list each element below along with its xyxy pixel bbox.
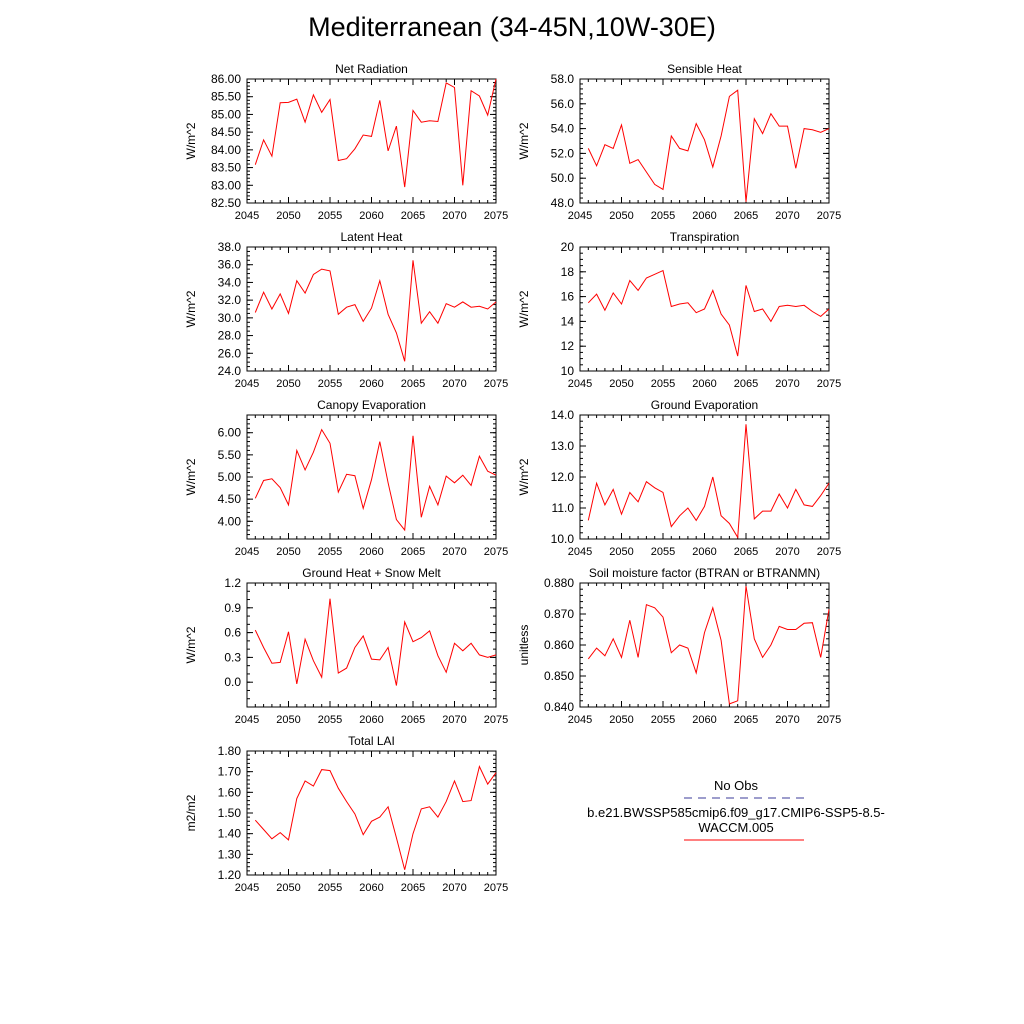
x-tick-label: 2050 bbox=[609, 546, 634, 558]
panel-title: Soil moisture factor (BTRAN or BTRANMN) bbox=[588, 566, 821, 580]
x-tick-label: 2060 bbox=[359, 210, 384, 222]
panel-title: Ground Evaporation bbox=[650, 398, 759, 412]
y-tick-label: 56.0 bbox=[550, 96, 574, 111]
panel-title: Ground Heat + Snow Melt bbox=[302, 566, 441, 580]
x-tick-label: 2065 bbox=[400, 546, 426, 558]
x-tick-label: 2070 bbox=[775, 546, 800, 558]
x-tick-label: 2045 bbox=[567, 378, 593, 390]
y-tick-label: 32.0 bbox=[217, 293, 241, 308]
y-axis-label: W/m^2 bbox=[184, 458, 198, 496]
y-tick-label: 30.0 bbox=[217, 310, 241, 325]
plot-frame bbox=[247, 751, 496, 875]
y-axis-label: m2/m2 bbox=[184, 794, 198, 832]
y-tick-label: 5.50 bbox=[217, 447, 241, 462]
x-tick-label: 2060 bbox=[359, 546, 384, 558]
x-tick-label: 2045 bbox=[234, 714, 260, 726]
series-line bbox=[255, 260, 496, 361]
y-tick-label: 0.0 bbox=[224, 675, 241, 690]
x-tick-label: 2055 bbox=[317, 714, 343, 726]
y-tick-label: 16 bbox=[560, 289, 574, 304]
y-tick-label: 1.60 bbox=[217, 785, 241, 800]
y-axis-label: W/m^2 bbox=[517, 122, 531, 160]
y-tick-label: 14 bbox=[560, 314, 574, 329]
y-tick-label: 13.0 bbox=[550, 439, 574, 453]
y-tick-label: 20 bbox=[560, 240, 574, 254]
x-tick-label: 2055 bbox=[650, 714, 676, 726]
figure-title: Mediterranean (34-45N,10W-30E) bbox=[308, 12, 716, 42]
panel-5 bbox=[184, 398, 508, 558]
panel-title: Transpiration bbox=[669, 230, 740, 244]
x-tick-label: 2060 bbox=[359, 378, 384, 390]
y-tick-label: 1.50 bbox=[217, 806, 241, 820]
panel-title: Canopy Evaporation bbox=[317, 398, 426, 412]
y-tick-label: 86.00 bbox=[210, 72, 241, 86]
x-tick-label: 2050 bbox=[276, 882, 301, 894]
plot-frame bbox=[580, 415, 829, 539]
x-tick-label: 2070 bbox=[442, 546, 467, 558]
series-line bbox=[255, 599, 496, 686]
y-tick-label: 24.0 bbox=[217, 364, 241, 378]
x-tick-label: 2075 bbox=[816, 210, 842, 222]
x-tick-label: 2050 bbox=[276, 546, 301, 558]
legend-obs-label: No Obs bbox=[713, 778, 759, 793]
x-tick-label: 2060 bbox=[692, 714, 717, 726]
x-tick-label: 2060 bbox=[692, 546, 717, 558]
legend bbox=[560, 778, 912, 845]
y-tick-label: 52.0 bbox=[550, 146, 574, 161]
x-tick-label: 2070 bbox=[775, 714, 800, 726]
y-tick-label: 0.840 bbox=[543, 700, 574, 714]
y-tick-label: 18 bbox=[560, 264, 574, 279]
y-tick-label: 38.0 bbox=[217, 240, 241, 254]
x-tick-label: 2075 bbox=[816, 714, 842, 726]
y-tick-label: 12 bbox=[560, 339, 574, 354]
y-tick-label: 4.50 bbox=[217, 492, 241, 507]
series-line bbox=[588, 90, 829, 202]
series-line bbox=[255, 767, 496, 870]
panel-3 bbox=[184, 230, 508, 390]
y-tick-label: 85.50 bbox=[210, 89, 241, 104]
y-axis-label: W/m^2 bbox=[184, 290, 198, 328]
x-tick-label: 2045 bbox=[567, 546, 593, 558]
legend-model-line bbox=[560, 835, 912, 845]
y-tick-label: 1.20 bbox=[217, 868, 241, 882]
series-line bbox=[255, 430, 496, 530]
panel-6 bbox=[517, 398, 841, 558]
y-tick-label: 1.80 bbox=[217, 744, 241, 758]
y-tick-label: 0.3 bbox=[224, 650, 241, 665]
x-tick-label: 2055 bbox=[650, 210, 676, 222]
x-tick-label: 2070 bbox=[775, 210, 800, 222]
x-tick-label: 2055 bbox=[317, 210, 343, 222]
y-tick-label: 58.0 bbox=[550, 72, 574, 86]
x-tick-label: 2045 bbox=[234, 210, 260, 222]
x-tick-label: 2045 bbox=[234, 546, 260, 558]
y-tick-label: 14.0 bbox=[550, 408, 574, 422]
x-tick-label: 2055 bbox=[650, 546, 676, 558]
x-tick-label: 2050 bbox=[609, 378, 634, 390]
panel-7 bbox=[184, 566, 508, 726]
x-tick-label: 2065 bbox=[733, 378, 759, 390]
y-tick-label: 0.9 bbox=[224, 600, 241, 615]
y-tick-label: 10.0 bbox=[550, 532, 574, 546]
plot-frame bbox=[580, 583, 829, 707]
x-tick-label: 2055 bbox=[317, 546, 343, 558]
panel-9 bbox=[184, 734, 508, 894]
y-tick-label: 36.0 bbox=[217, 257, 241, 272]
plot-frame bbox=[247, 583, 496, 707]
x-tick-label: 2065 bbox=[733, 714, 759, 726]
legend-obs-line bbox=[560, 793, 912, 803]
y-axis-label: W/m^2 bbox=[184, 626, 198, 664]
x-tick-label: 2060 bbox=[692, 378, 717, 390]
x-tick-label: 2070 bbox=[442, 714, 467, 726]
panel-2 bbox=[517, 62, 841, 222]
x-tick-label: 2050 bbox=[276, 210, 301, 222]
y-tick-label: 34.0 bbox=[217, 275, 241, 290]
y-tick-label: 1.2 bbox=[224, 576, 241, 590]
x-tick-label: 2050 bbox=[609, 714, 634, 726]
y-tick-label: 50.0 bbox=[550, 171, 574, 186]
y-tick-label: 83.50 bbox=[210, 160, 241, 175]
x-tick-label: 2045 bbox=[234, 882, 260, 894]
y-tick-label: 1.70 bbox=[217, 764, 241, 779]
x-tick-label: 2045 bbox=[567, 714, 593, 726]
y-tick-label: 1.40 bbox=[217, 826, 241, 841]
y-tick-label: 82.50 bbox=[210, 196, 241, 210]
x-tick-label: 2070 bbox=[442, 210, 467, 222]
y-tick-label: 10 bbox=[560, 364, 574, 378]
x-tick-label: 2050 bbox=[276, 714, 301, 726]
y-tick-label: 0.870 bbox=[543, 607, 574, 621]
y-tick-label: 6.00 bbox=[217, 425, 241, 440]
panel-title: Total LAI bbox=[348, 734, 395, 748]
y-axis-label: unitless bbox=[517, 624, 531, 666]
panel-4 bbox=[517, 230, 841, 390]
x-tick-label: 2065 bbox=[400, 714, 426, 726]
y-tick-label: 11.0 bbox=[551, 501, 574, 515]
x-tick-label: 2065 bbox=[733, 210, 759, 222]
y-tick-label: 84.50 bbox=[210, 125, 241, 140]
panel-title: Latent Heat bbox=[340, 230, 403, 244]
x-tick-label: 2055 bbox=[650, 378, 676, 390]
y-tick-label: 84.00 bbox=[210, 142, 241, 157]
x-tick-label: 2070 bbox=[775, 378, 800, 390]
y-tick-label: 5.00 bbox=[217, 470, 241, 484]
x-tick-label: 2075 bbox=[816, 378, 842, 390]
y-tick-label: 0.880 bbox=[543, 576, 574, 590]
plot-frame bbox=[247, 415, 496, 539]
x-tick-label: 2055 bbox=[317, 378, 343, 390]
y-tick-label: 1.30 bbox=[217, 847, 241, 862]
series-line bbox=[588, 586, 829, 704]
y-tick-label: 0.850 bbox=[543, 669, 574, 683]
x-tick-label: 2065 bbox=[733, 546, 759, 558]
x-tick-label: 2075 bbox=[483, 378, 509, 390]
y-tick-label: 54.0 bbox=[550, 121, 574, 136]
y-tick-label: 4.00 bbox=[217, 514, 241, 529]
legend-model-label: b.e21.BWSSP585cmip6.f09_g17.CMIP6-SSP5-8.5-WACCM.005 bbox=[587, 805, 885, 835]
x-tick-label: 2075 bbox=[483, 210, 509, 222]
x-tick-label: 2065 bbox=[400, 882, 426, 894]
x-tick-label: 2045 bbox=[234, 378, 260, 390]
panel-title: Sensible Heat bbox=[667, 62, 742, 76]
y-tick-label: 26.0 bbox=[217, 346, 241, 361]
x-tick-label: 2075 bbox=[816, 546, 842, 558]
y-tick-label: 0.860 bbox=[543, 638, 574, 652]
x-tick-label: 2060 bbox=[359, 714, 384, 726]
x-tick-label: 2060 bbox=[692, 210, 717, 222]
x-tick-label: 2070 bbox=[442, 882, 467, 894]
x-tick-label: 2045 bbox=[567, 210, 593, 222]
panel-title: Net Radiation bbox=[335, 62, 408, 76]
x-tick-label: 2065 bbox=[400, 210, 426, 222]
y-tick-label: 83.00 bbox=[210, 178, 241, 193]
x-tick-label: 2075 bbox=[483, 714, 509, 726]
series-line bbox=[588, 271, 829, 357]
y-axis-label: W/m^2 bbox=[517, 458, 531, 496]
y-axis-label: W/m^2 bbox=[184, 122, 198, 160]
series-line bbox=[588, 424, 829, 537]
x-tick-label: 2070 bbox=[442, 378, 467, 390]
x-tick-label: 2060 bbox=[359, 882, 384, 894]
panel-8 bbox=[517, 566, 841, 726]
y-tick-label: 0.6 bbox=[224, 625, 241, 640]
y-axis-label: W/m^2 bbox=[517, 290, 531, 328]
y-tick-label: 28.0 bbox=[217, 328, 241, 343]
y-tick-label: 12.0 bbox=[550, 470, 574, 484]
panel-1 bbox=[184, 62, 508, 222]
x-tick-label: 2050 bbox=[609, 210, 634, 222]
x-tick-label: 2075 bbox=[483, 546, 509, 558]
y-tick-label: 48.0 bbox=[550, 196, 574, 210]
series-line bbox=[255, 79, 496, 187]
y-tick-label: 85.00 bbox=[210, 107, 241, 122]
x-tick-label: 2055 bbox=[317, 882, 343, 894]
x-tick-label: 2075 bbox=[483, 882, 509, 894]
x-tick-label: 2065 bbox=[400, 378, 426, 390]
x-tick-label: 2050 bbox=[276, 378, 301, 390]
